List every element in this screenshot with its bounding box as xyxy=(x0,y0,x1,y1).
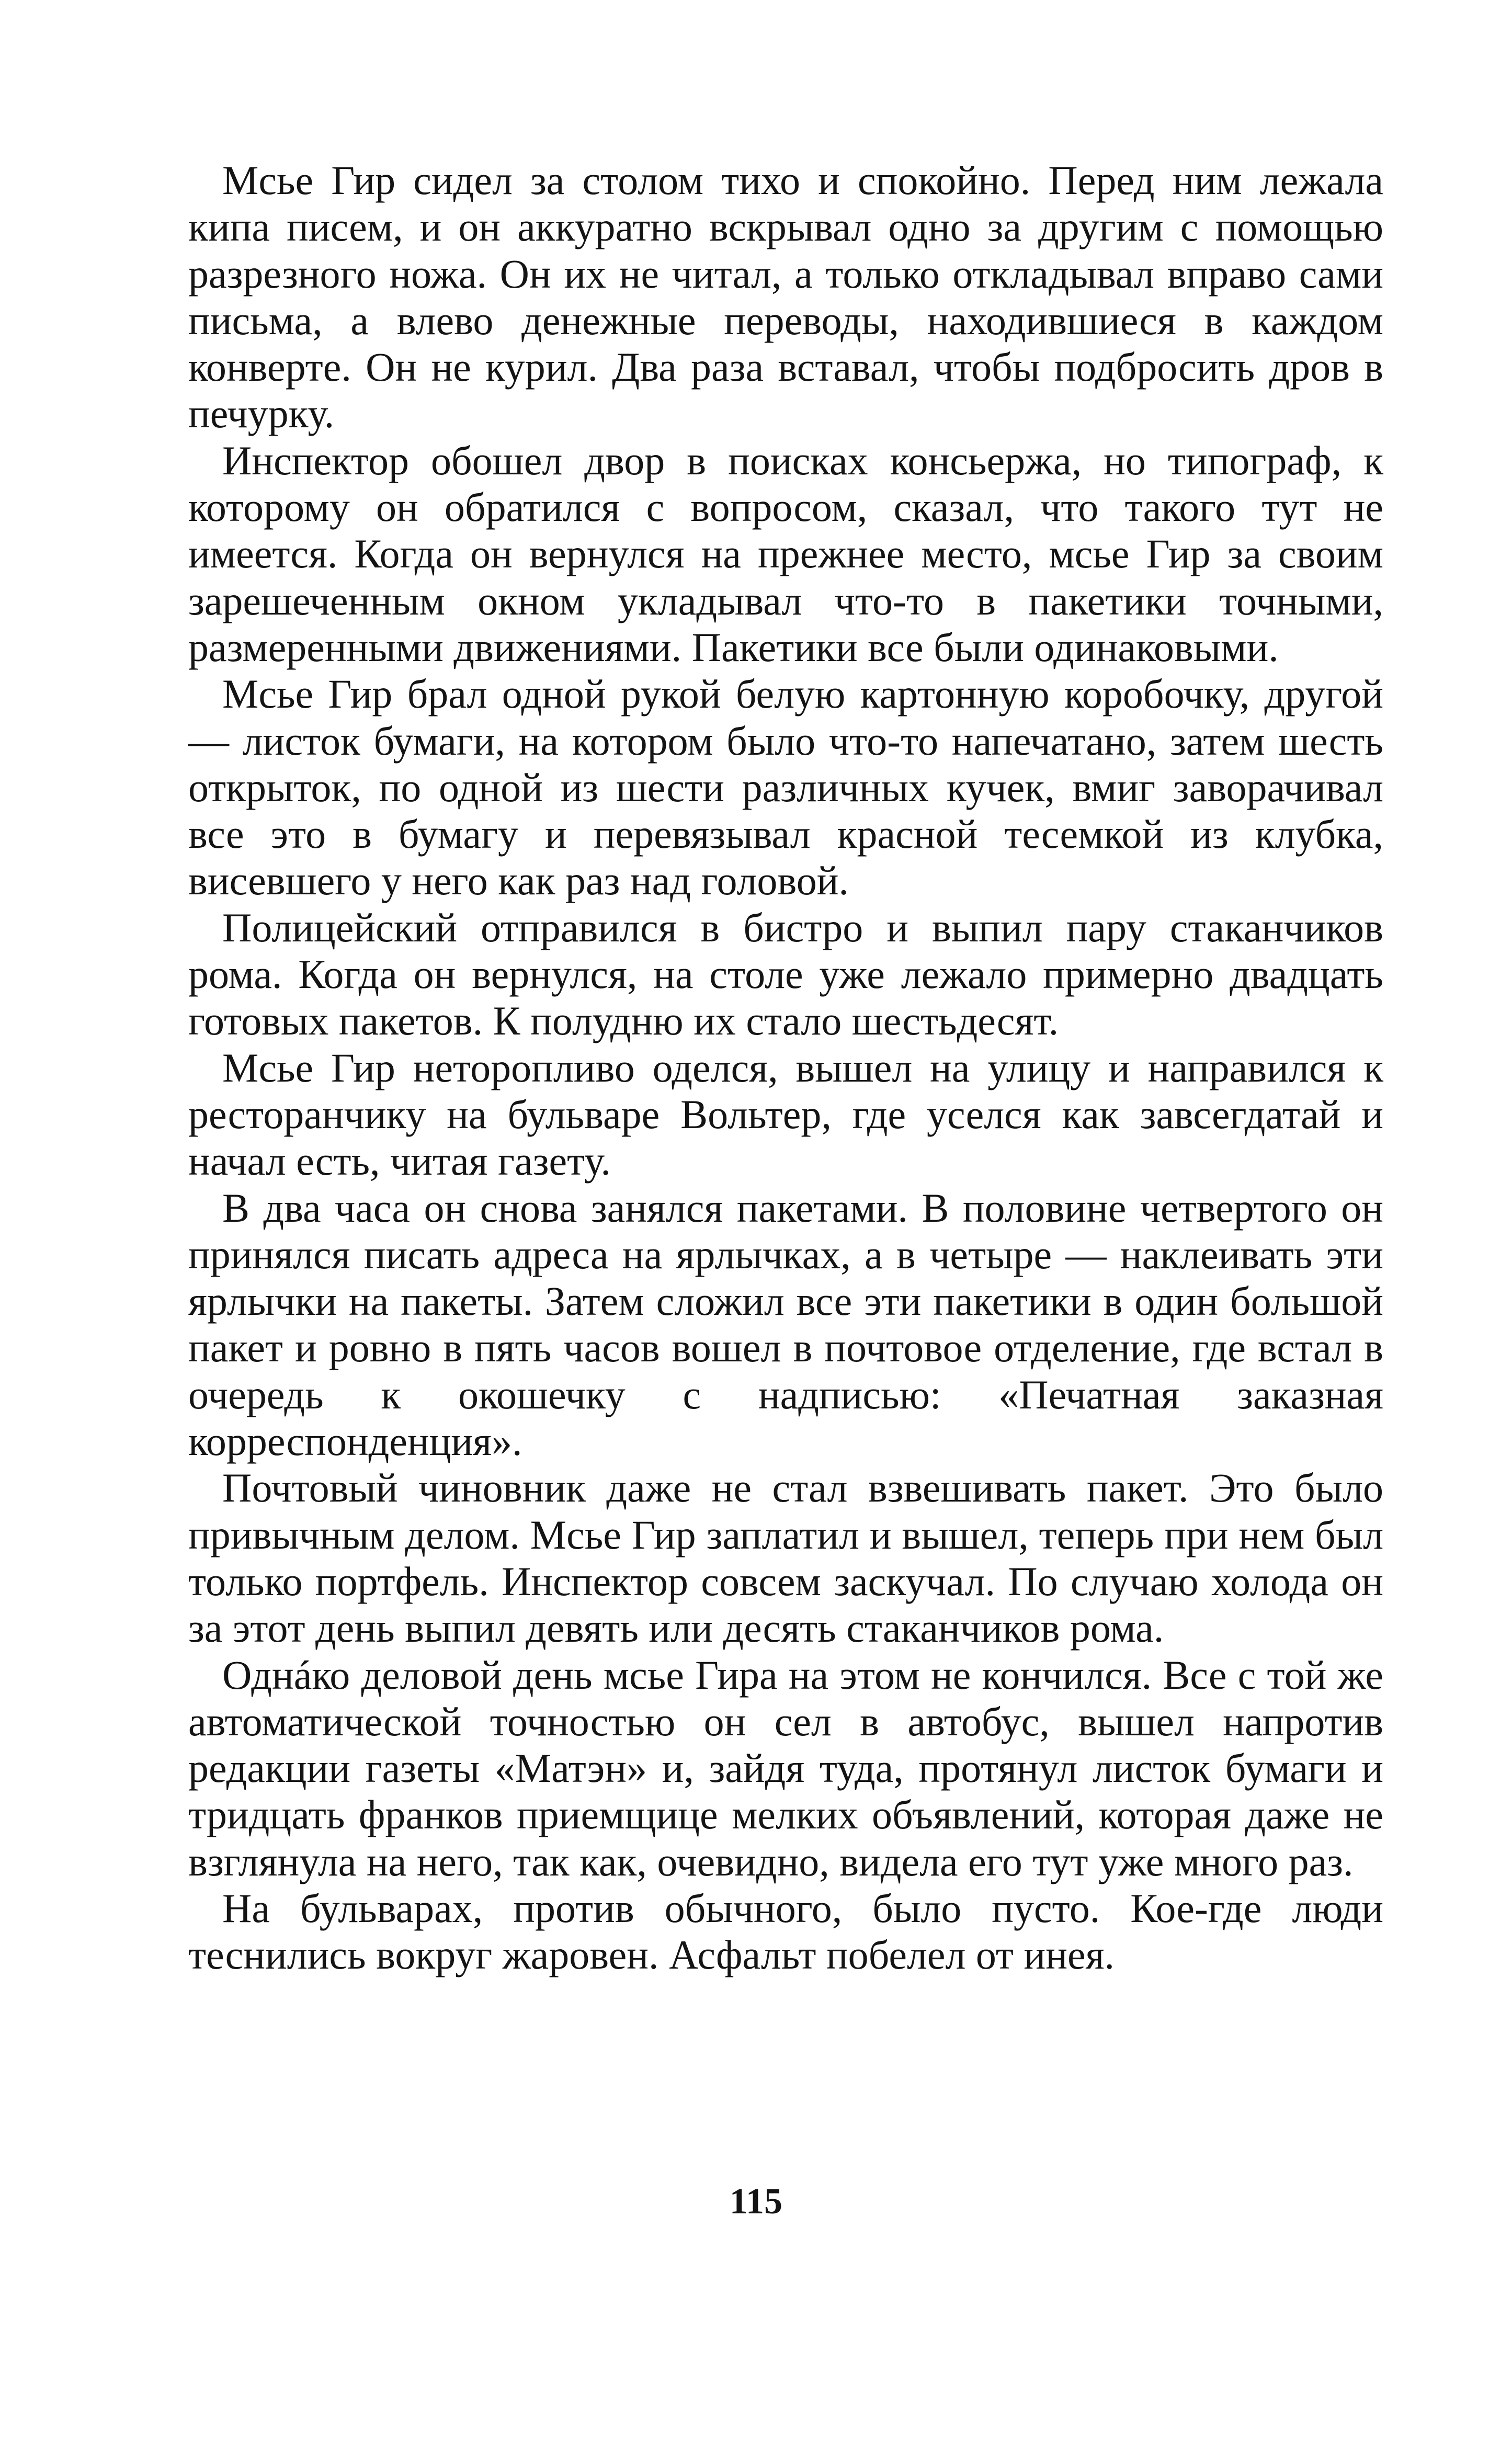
paragraph: Полицейский отправился в бистро и выпил пару стаканчиков рома. Когда он вернулся, на столе уже лежало примерно двадцать готовых пакетов. К полудню их стало шестьдесят. xyxy=(188,904,1383,1044)
page-number: 115 xyxy=(729,2181,783,2222)
paragraph: Мсье Гир неторопливо оделся, вышел на улицу и направился к ресторанчику на бульваре Вольтер, где уселся как завсегдатай и начал есть, читая газету. xyxy=(188,1044,1383,1184)
paragraph: Почтовый чиновник даже не стал взвешивать пакет. Это было привычным делом. Мсье Гир заплатил и вышел, теперь при нем был только портфель. Инспектор совсем заскучал. По случаю холода он за этот день выпил девять или десять стаканчиков рома. xyxy=(188,1465,1383,1651)
page-body xyxy=(188,157,1383,1979)
paragraph: В два часа он снова занялся пакетами. В половине четвертого он принялся писать адреса на ярлычках, а в четыре — наклеивать эти ярлычки на пакеты. Затем сложил все эти пакетики в один большой пакет и ровно в пять часов вошел в почтовое отделение, где встал в очередь к окошечку с надписью: «Печатная заказная корреспонденция». xyxy=(188,1185,1383,1464)
paragraph: Мсье Гир сидел за столом тихо и спокойно. Перед ним лежала кипа писем, и он аккуратно вскрывал одно за другим с помощью разрезного ножа. Он их не читал, а только откладывал вправо сами письма, а влево денежные переводы, находившиеся в каждом конверте. Он не курил. Два раза вставал, чтобы подбросить дров в печурку. xyxy=(188,157,1383,437)
paragraph: Инспектор обошел двор в поисках консьержа, но типограф, к которому он обратился с вопросом, сказал, что такого тут не имеется. Когда он вернулся на прежнее место, мсье Гир за своим зарешеченным окном укладывал что-то в пакетики точными, размеренными движениями. Пакетики все были одинаковыми. xyxy=(188,437,1383,670)
paragraph: На бульварах, против обычного, было пусто. Кое-где люди теснились вокруг жаровен. Асфальт побелел от инея. xyxy=(188,1885,1383,1978)
paragraph: Однáко деловой день мсье Гира на этом не кончился. Все с той же автоматической точностью он сел в автобус, вышел напротив редакции газеты «Матэн» и, зайдя туда, протянул листок бумаги и тридцать франков приемщице мелких объявлений, которая даже не взглянула на него, так как, очевидно, видела его тут уже много раз. xyxy=(188,1652,1383,1884)
paragraph: Мсье Гир брал одной рукой белую картонную коробочку, другой — листок бумаги, на котором было что-то напечатано, затем шесть открыток, по одной из шести различных кучек, вмиг заворачивал все это в бумагу и перевязывал красной тесемкой из клубка, висевшего у него как раз над головой. xyxy=(188,671,1383,904)
